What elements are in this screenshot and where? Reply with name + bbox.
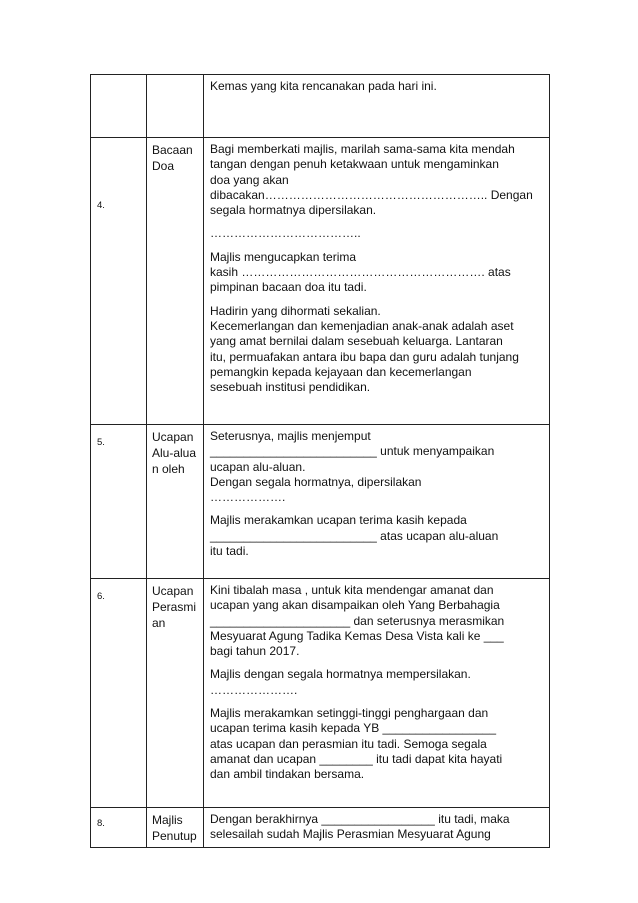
content-line: ucapan alu-aluan. [210,459,306,474]
item-label-line: Perasmi [152,600,197,614]
content-line: tangan dengan penuh ketakwaan untuk mengaminkan [210,157,499,172]
content-line: pemangkin kepada kejayaan dan kecemerlangan [210,364,472,379]
item-number: 8. [97,818,105,829]
item-label-cell [147,425,204,579]
item-number-cell [91,75,147,138]
table-row [91,808,550,848]
item-label-cell [147,138,204,425]
table-row [91,75,550,138]
item-content [204,808,549,847]
content-line: ………………. [210,490,286,505]
content-line: Majlis dengan segala hormatnya mempersilakan. [210,667,471,682]
content-line: kasih ……………………………………………………. atas [210,265,511,280]
item-label [147,579,203,631]
item-label-line: Ucapan [152,584,194,598]
content-line: Majlis merakamkan ucapan terima kasih kepada [210,513,467,528]
item-label-cell [147,808,204,848]
content-paragraph [210,304,543,396]
content-line: Bagi memberkati majlis, marilah sama-sama kita mendah [210,142,515,156]
content-line: itu, permuafakan antara ibu bapa dan guru adalah tunjang [210,349,519,364]
content-line: _________________________ untuk menyampaikan [210,444,495,459]
content-line: dan ambil tindakan bersama. [210,767,365,782]
content-line: …………………. [210,682,298,697]
program-table [90,74,550,848]
content-line: ucapan yang akan disampaikan oleh Yang Berbahagia [210,598,500,613]
item-label-line: Majlis [152,813,183,827]
item-number [91,75,146,137]
content-line: selesailah sudah Majlis Perasmian Mesyuarat Agung [210,827,491,842]
content-line: segala hormatnya dipersilakan. [210,203,377,218]
content-line: bagi tahun 2017. [210,644,300,659]
table-row [91,425,550,579]
content-paragraph [210,250,543,296]
item-content-cell [204,75,550,138]
content-paragraph [210,142,543,218]
content-line: ucapan terima kasih kepada YB _________________ [210,721,497,736]
content-line: amanat dan ucapan ________ itu tadi dapat kita hayati [210,751,503,766]
content-line: Majlis mengucapkan terima [210,249,357,264]
item-label-line: Penutup [152,829,197,843]
content-line: pimpinan bacaan doa itu tadi. [210,280,367,295]
content-line: Kemas yang kita rencanakan pada hari ini. [210,79,437,93]
content-paragraph [210,79,543,94]
item-number-cell [91,425,147,579]
content-paragraph [210,513,543,559]
content-line: Kecemerlangan dan kemenjadian anak-anak adalah aset [210,318,514,333]
item-label-line: Doa [152,159,175,173]
item-label [147,138,203,174]
content-line: _________________________ atas ucapan alu-aluan [210,528,499,543]
item-label [147,808,203,844]
item-label-line: Bacaan [152,143,193,157]
content-line: Dengan berakhirnya _________________ itu tadi, maka [210,812,510,826]
content-paragraph [210,667,543,698]
item-number-cell [91,808,147,848]
content-line: itu tadi. [210,544,249,559]
content-paragraph [210,706,543,782]
content-line: Majlis merakamkan setinggi-tinggi penghargaan dan [210,706,489,721]
item-number: 4. [97,200,105,211]
item-content-cell [204,138,550,425]
item-number-cell [91,138,147,425]
item-number-cell [91,579,147,808]
content-line: dibacakan……………………………………………….. Dengan [210,187,533,202]
item-label [147,75,203,79]
content-line: Mesyuarat Agung Tadika Kemas Desa Vista kali ke ___ [210,628,504,643]
item-label-line: an [152,616,166,630]
program-table-body [91,75,550,848]
content-line: yang amat bernilai dalam sesebuah keluarga. Lantaran [210,334,503,349]
item-content [204,138,549,399]
item-number: 6. [97,591,105,602]
content-paragraph [210,812,543,843]
content-line: atas ucapan dan perasmian itu tadi. Semoga segala [210,736,487,751]
content-line: Hadirin yang dihormati sekalian. [210,303,381,318]
item-content-cell [204,579,550,808]
content-line: ……………………………….. [210,226,361,241]
table-row [91,138,550,425]
item-label-line: Alu-alua [152,446,197,460]
content-line: Seterusnya, majlis menjemput [210,429,371,443]
content-line: doa yang akan [210,172,289,187]
item-content-cell [204,808,550,848]
content-paragraph [210,226,543,241]
content-line: _____________________ dan seterusnya merasmikan [210,613,505,628]
item-label-line: n oleh [152,462,185,476]
content-paragraph [210,429,543,505]
item-content [204,425,549,563]
item-content [204,579,549,787]
content-line: Kini tibalah masa , untuk kita mendengar amanat dan [210,583,494,597]
item-number: 5. [97,437,105,448]
table-row [91,579,550,808]
content-line: Dengan segala hormatnya, dipersilakan [210,474,422,489]
item-content-cell [204,425,550,579]
item-content [204,75,549,98]
item-label-line: Ucapan [152,430,194,444]
item-label-cell [147,75,204,138]
item-label-cell [147,579,204,808]
content-line: sesebuah institusi pendidikan. [210,380,371,395]
item-label [147,425,203,477]
content-paragraph [210,583,543,659]
